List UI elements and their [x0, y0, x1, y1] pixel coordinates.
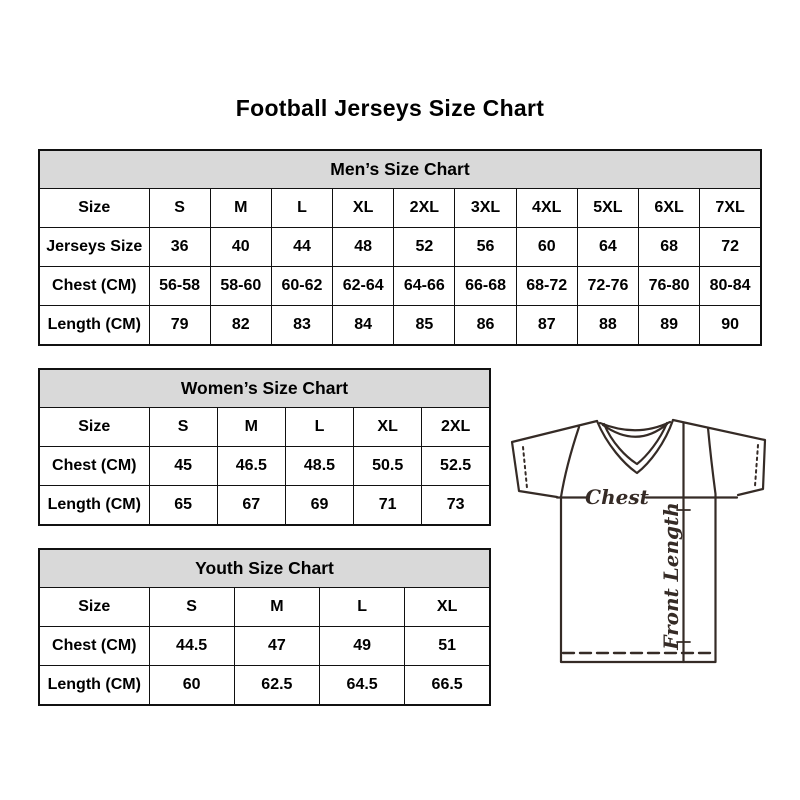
value-cell: XL — [354, 408, 422, 447]
value-cell: 88 — [577, 306, 638, 346]
value-cell: 47 — [234, 627, 319, 666]
right-cuff-dotted-line — [755, 445, 758, 486]
value-cell: 62-64 — [333, 267, 394, 306]
value-cell: 48.5 — [285, 447, 353, 486]
value-cell: 50.5 — [354, 447, 422, 486]
value-cell: 85 — [394, 306, 455, 346]
value-cell: 2XL — [394, 189, 455, 228]
value-cell: 44.5 — [149, 627, 234, 666]
value-cell: 6XL — [639, 189, 700, 228]
value-cell: 68 — [639, 228, 700, 267]
chest-label: Chest — [585, 485, 649, 509]
row-header-cell: Size — [39, 408, 149, 447]
value-cell: 52.5 — [422, 447, 490, 486]
table-row — [39, 189, 761, 228]
value-cell: 86 — [455, 306, 516, 346]
value-cell: S — [149, 189, 210, 228]
row-header-cell: Size — [39, 588, 149, 627]
value-cell: 68-72 — [516, 267, 577, 306]
value-cell: 66.5 — [405, 666, 490, 706]
value-cell: 82 — [210, 306, 271, 346]
value-cell: 80-84 — [700, 267, 761, 306]
value-cell: 64 — [577, 228, 638, 267]
jersey-diagram-svg — [500, 402, 770, 687]
value-cell: 62.5 — [234, 666, 319, 706]
jersey-right-sleeve — [673, 420, 765, 495]
row-header-cell: Size — [39, 189, 149, 228]
table-row — [39, 408, 490, 447]
table-section-header-row — [39, 549, 490, 588]
value-cell: 76-80 — [639, 267, 700, 306]
value-cell: 89 — [639, 306, 700, 346]
row-header-cell: Chest (CM) — [39, 627, 149, 666]
womens-size-chart-table — [38, 368, 491, 526]
value-cell: 79 — [149, 306, 210, 346]
value-cell: S — [149, 408, 217, 447]
value-cell: 64-66 — [394, 267, 455, 306]
table-row — [39, 267, 761, 306]
value-cell: M — [210, 189, 271, 228]
row-header-cell: Chest (CM) — [39, 267, 149, 306]
row-header-cell: Length (CM) — [39, 486, 149, 526]
table-section-header-row — [39, 369, 490, 408]
value-cell: 52 — [394, 228, 455, 267]
left-cuff-dotted-line — [523, 447, 527, 488]
value-cell: 64.5 — [320, 666, 405, 706]
row-header-cell: Chest (CM) — [39, 447, 149, 486]
value-cell: 45 — [149, 447, 217, 486]
value-cell: 4XL — [516, 189, 577, 228]
womens-table-title: Women’s Size Chart — [39, 369, 490, 408]
value-cell: 84 — [333, 306, 394, 346]
front-length-label: Front Length — [659, 502, 683, 650]
row-header-cell: Length (CM) — [39, 306, 149, 346]
youth-size-chart-table — [38, 548, 491, 706]
value-cell: 40 — [210, 228, 271, 267]
value-cell: 66-68 — [455, 267, 516, 306]
mens-table-title: Men’s Size Chart — [39, 150, 761, 189]
row-header-cell: Jerseys Size — [39, 228, 149, 267]
value-cell: 65 — [149, 486, 217, 526]
youth-table-title: Youth Size Chart — [39, 549, 490, 588]
value-cell: S — [149, 588, 234, 627]
table-row — [39, 228, 761, 267]
value-cell: 60 — [149, 666, 234, 706]
jersey-measurement-diagram — [500, 402, 770, 687]
value-cell: M — [234, 588, 319, 627]
value-cell: 2XL — [422, 408, 490, 447]
value-cell: 90 — [700, 306, 761, 346]
value-cell: 71 — [354, 486, 422, 526]
value-cell: 72 — [700, 228, 761, 267]
value-cell: 56 — [455, 228, 516, 267]
value-cell: L — [271, 189, 332, 228]
value-cell: 69 — [285, 486, 353, 526]
value-cell: L — [285, 408, 353, 447]
value-cell: 44 — [271, 228, 332, 267]
value-cell: 3XL — [455, 189, 516, 228]
value-cell: 72-76 — [577, 267, 638, 306]
table-section-header-row — [39, 150, 761, 189]
page-title: Football Jerseys Size Chart — [235, 95, 545, 121]
value-cell: 5XL — [577, 189, 638, 228]
value-cell: 49 — [320, 627, 405, 666]
value-cell: L — [320, 588, 405, 627]
value-cell: 56-58 — [149, 267, 210, 306]
row-header-cell: Length (CM) — [39, 666, 149, 706]
value-cell: 87 — [516, 306, 577, 346]
value-cell: 48 — [333, 228, 394, 267]
table-row — [39, 447, 490, 486]
value-cell: M — [217, 408, 285, 447]
value-cell: 46.5 — [217, 447, 285, 486]
table-row — [39, 486, 490, 526]
value-cell: 58-60 — [210, 267, 271, 306]
value-cell: 67 — [217, 486, 285, 526]
value-cell: 51 — [405, 627, 490, 666]
mens-size-chart-table — [38, 149, 762, 346]
value-cell: XL — [333, 189, 394, 228]
value-cell: 83 — [271, 306, 332, 346]
table-row — [39, 306, 761, 346]
table-row — [39, 588, 490, 627]
value-cell: 60-62 — [271, 267, 332, 306]
value-cell: 60 — [516, 228, 577, 267]
table-row — [39, 666, 490, 706]
table-row — [39, 627, 490, 666]
value-cell: 7XL — [700, 189, 761, 228]
value-cell: 36 — [149, 228, 210, 267]
value-cell: XL — [405, 588, 490, 627]
value-cell: 73 — [422, 486, 490, 526]
jersey-collar-v-inner — [604, 423, 667, 464]
